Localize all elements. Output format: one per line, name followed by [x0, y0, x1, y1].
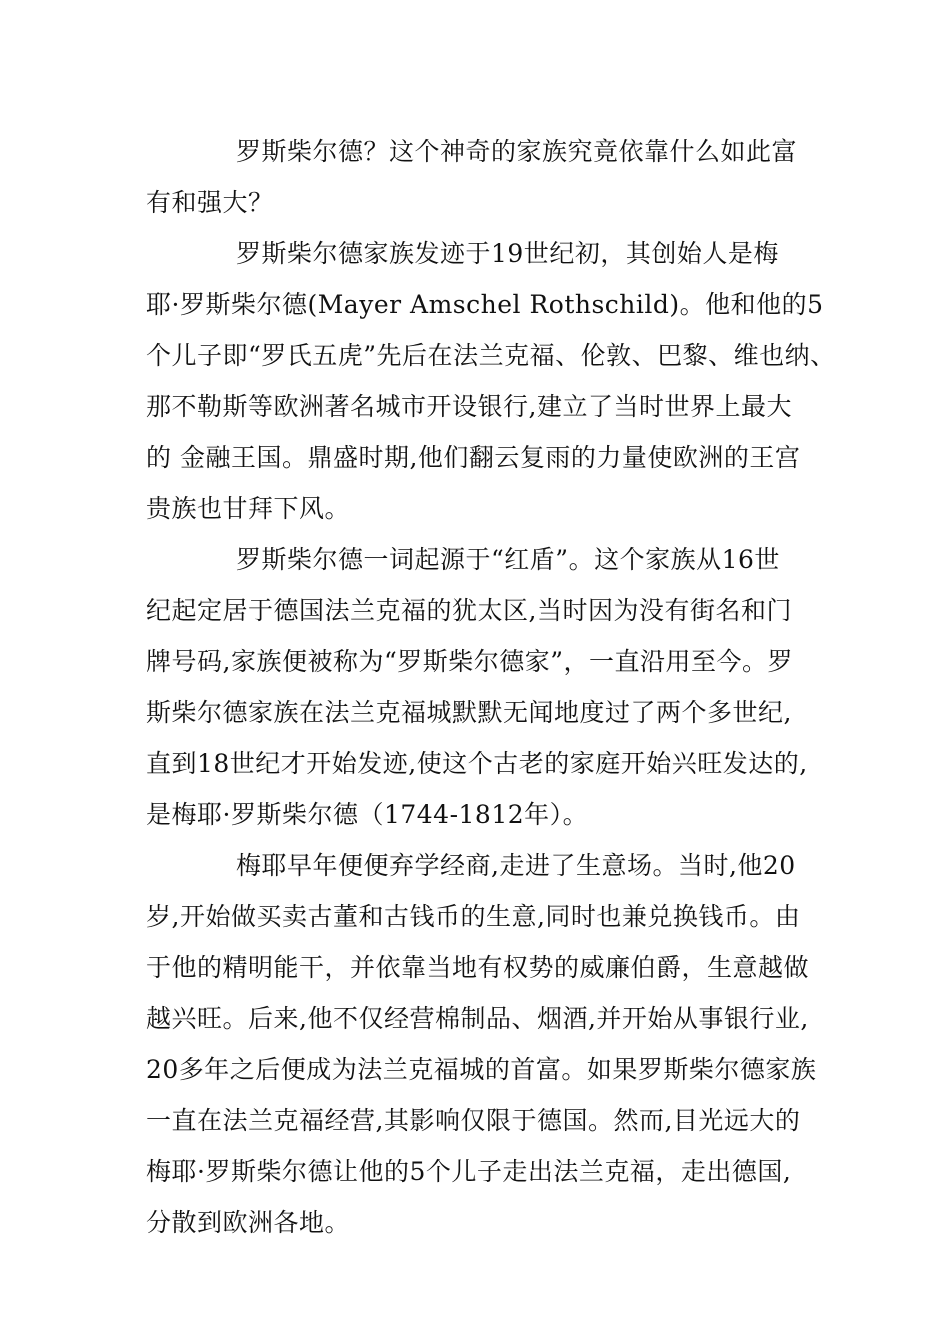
- text-line: 分散到欧洲各地。: [146, 1208, 351, 1237]
- document-body: [146, 126, 836, 1248]
- text-line: 罗斯柴尔德家族发迹于19世纪初，其创始人是梅: [236, 239, 779, 268]
- text-line: 于他的精明能干，并依靠当地有权势的威廉伯爵，生意越做: [146, 953, 810, 982]
- text-line: 那不勒斯等欧洲著名城市开设银行,建立了当时世界上最大: [146, 392, 792, 421]
- text-line: 梅耶早年便便弃学经商,走进了生意场。当时,他20: [236, 851, 796, 880]
- text-line: 的 金融王国。鼎盛时期,他们翻云复雨的力量使欧洲的王宫: [146, 443, 801, 472]
- text-line: 越兴旺。后来,他不仅经营棉制品、烟酒,并开始从事银行业,: [146, 1004, 809, 1033]
- text-line: 梅耶·罗斯柴尔德让他的5个儿子走出法兰克福，走出德国,: [146, 1157, 792, 1186]
- text-line: 直到18世纪才开始发迹,使这个古老的家庭开始兴旺发达的,: [146, 749, 808, 778]
- text-line: 是梅耶·罗斯柴尔德（1744-1812年）。: [146, 800, 589, 829]
- text-line: 有和强大？: [146, 188, 274, 217]
- text-line: 罗斯柴尔德？这个神奇的家族究竟依靠什么如此富: [236, 137, 798, 166]
- text-line: 一直在法兰克福经营,其影响仅限于德国。然而,目光远大的: [146, 1106, 801, 1135]
- text-line: 个儿子即“罗氏五虎”先后在法兰克福、伦敦、巴黎、维也纳、: [146, 341, 836, 370]
- text-line: 纪起定居于德国法兰克福的犹太区,当时因为没有街名和门: [146, 596, 792, 625]
- text-line: 岁,开始做买卖古董和古钱币的生意,同时也兼兑换钱币。由: [146, 902, 801, 931]
- text-line: 斯柴尔德家族在法兰克福城默默无闻地度过了两个多世纪,: [146, 698, 792, 727]
- text-line: 20多年之后便成为法兰克福城的首富。如果罗斯柴尔德家族: [146, 1055, 817, 1084]
- text-line: 罗斯柴尔德一词起源于“红盾”。这个家族从16世: [236, 545, 780, 574]
- text-line: 耶·罗斯柴尔德(Mayer Amschel Rothschild)。他和他的5: [146, 290, 824, 319]
- text-line: 牌号码,家族便被称为“罗斯柴尔德家”，一直沿用至今。罗: [146, 647, 794, 676]
- text-line: 贵族也甘拜下风。: [146, 494, 351, 523]
